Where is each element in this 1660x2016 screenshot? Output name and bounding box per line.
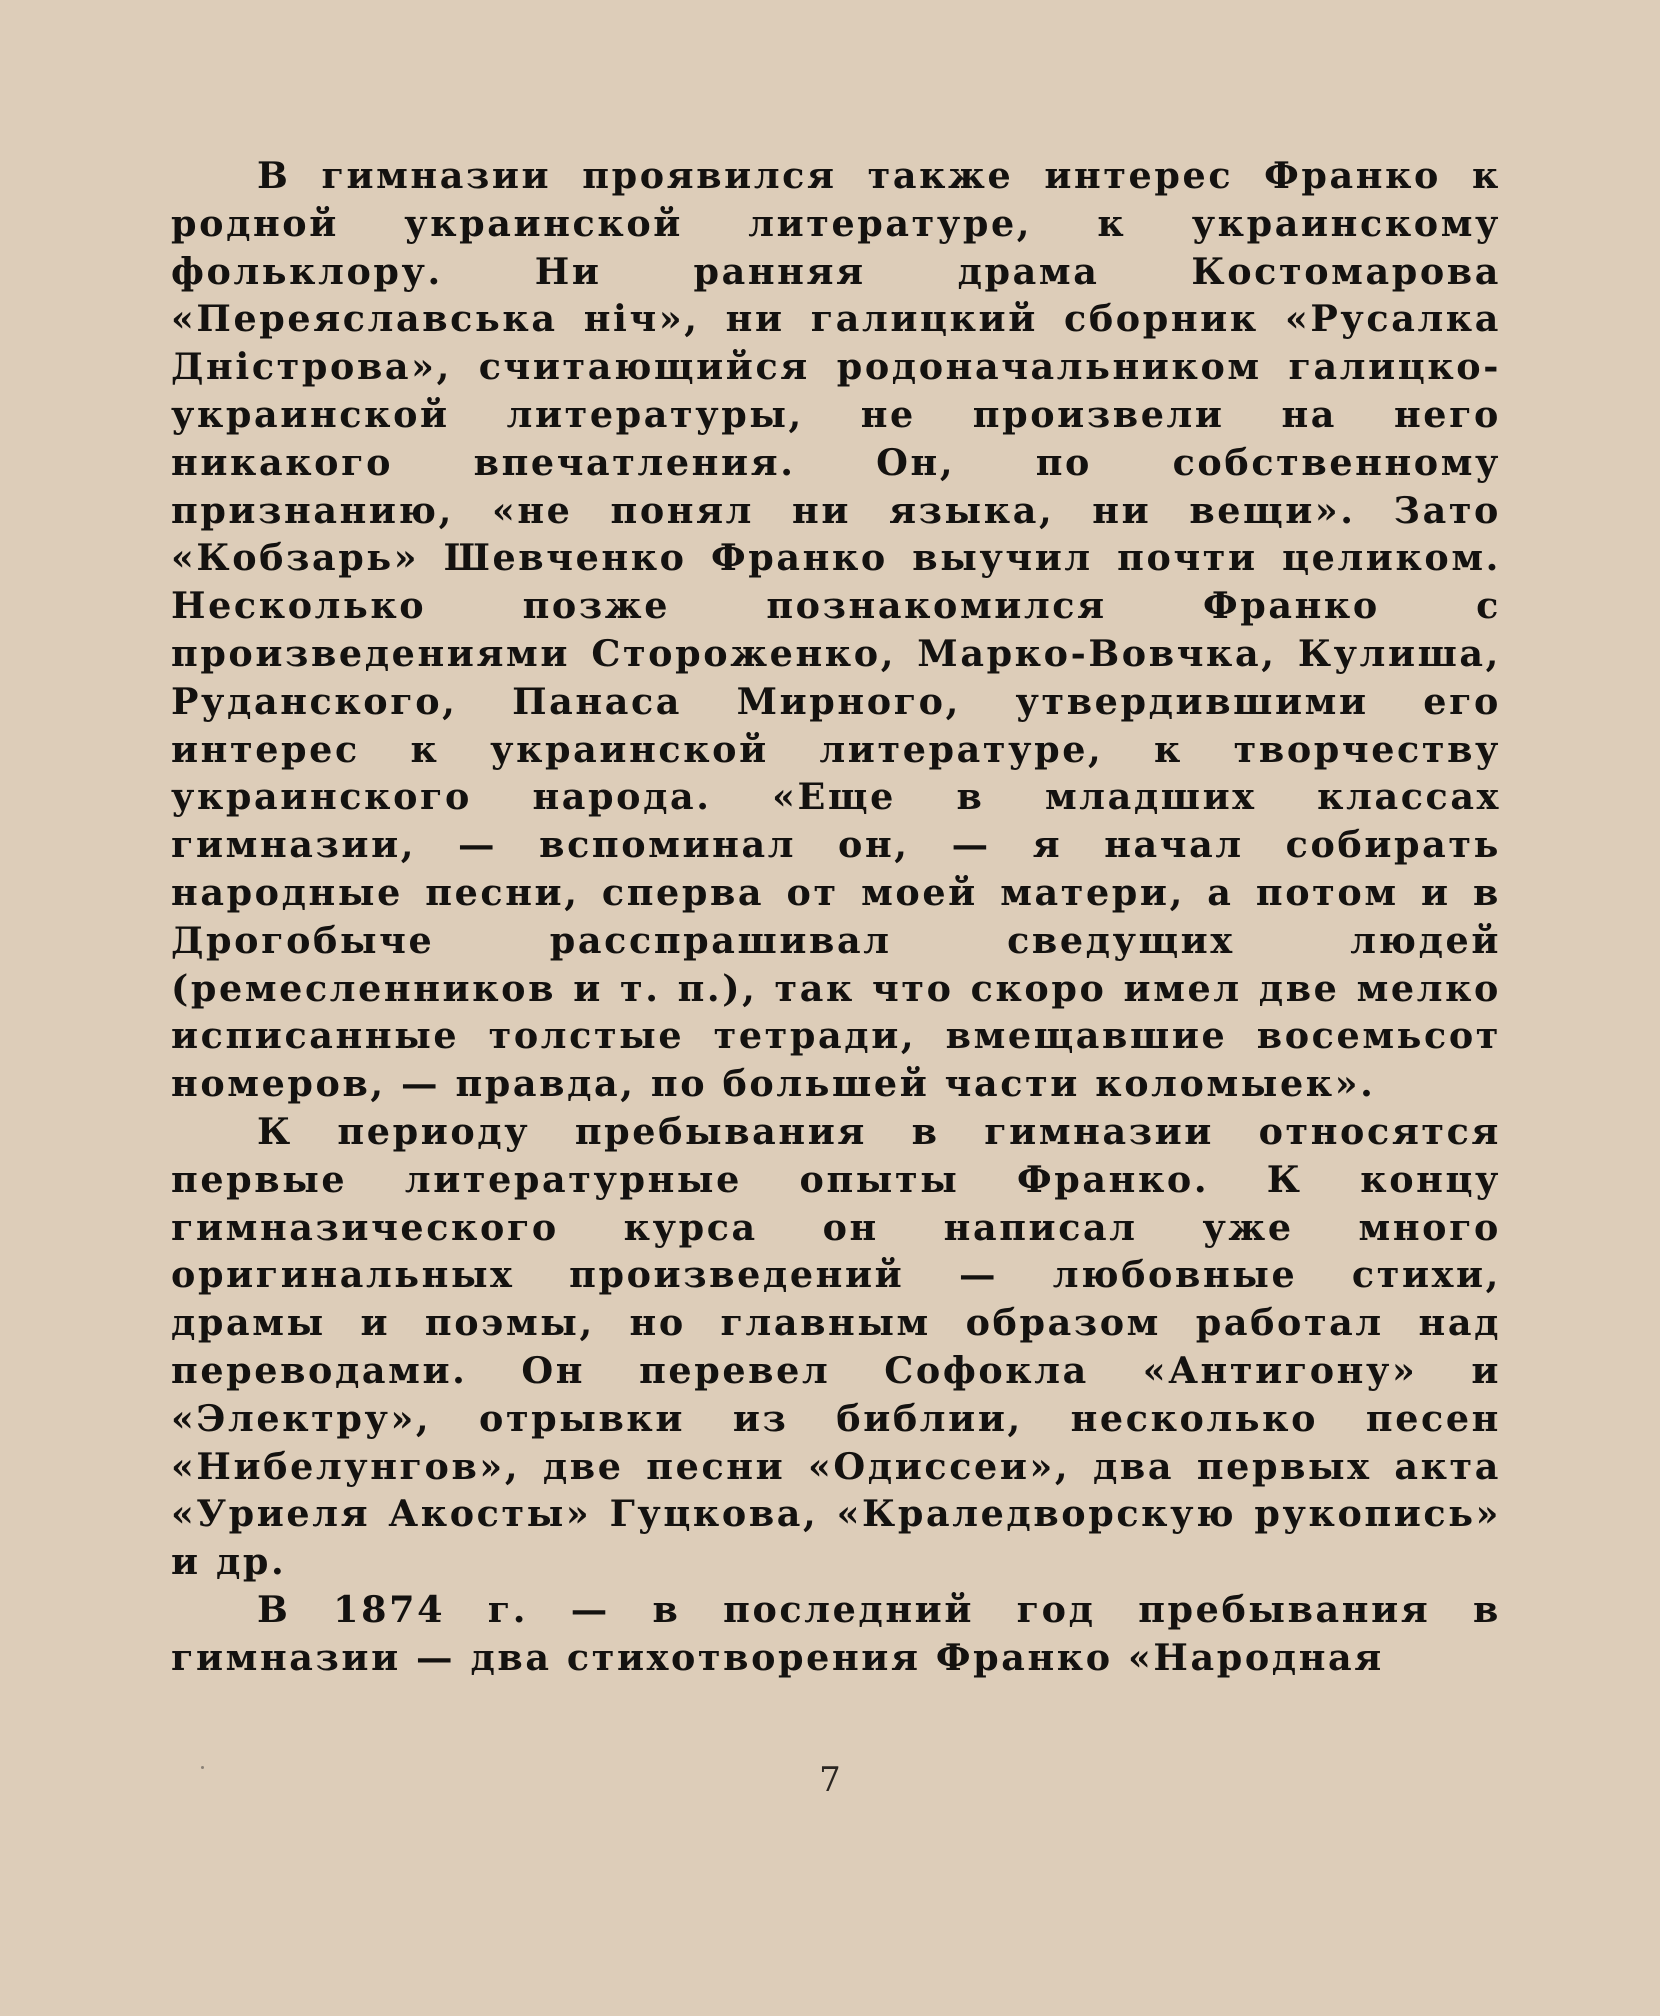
paragraph-3: В 1874 г. — в последний год пребывания в гимназии — два стихотворения Франко «Народная [171, 1587, 1501, 1679]
paragraph-1: В гимназии проявился также интерес Франко к родной украинской литературе, к украинскому фольклору. Ни ранняя драма Костомарова «Переяславська ніч», ни галицкий сборник «Русалка Дністрова», считающийся родоначальником галицко-украинской литературы, не произвели на него никакого впечатления. Он, по собственному признанию, «не понял ни языка, ни вещи». Зато «Кобзарь» Шевченко Франко выучил почти целиком. Несколько позже познакомился Франко с произведениями Стороженко, Марко-Вовчка, Кулиша, Руданского, Панаса Мирного, утвердившими его интерес к украинской литературе, к творчеству украинского народа. «Еще в младших классах гимназии, — вспоминал он, — я начал собирать народные песни, сперва от моей матери, а потом и в Дрогобыче расспрашивал сведущих людей (ремесленников и т. п.), так что скоро имел две мелко исписанные толстые тетради, вмещавшие восемьсот номеров, — правда, по большей части коломыек». [171, 154, 1501, 1106]
paragraph-2: К периоду пребывания в гимназии относятся первые литературные опыты Франко. К концу гимназического курса он написал уже много оригинальных произведений — любовные стихи, драмы и поэмы, но главным образом работал над переводами. Он перевел Софокла «Антигону» и «Электру», отрывки из библии, несколько песен «Нибелунгов», две песни «Одиссеи», два первых акта «Уриеля Акосты» Гуцкова, «Краледворскую рукопись» и др. [171, 1109, 1501, 1584]
page-text [171, 152, 1501, 1682]
page-number: 7 [819, 1760, 841, 1800]
